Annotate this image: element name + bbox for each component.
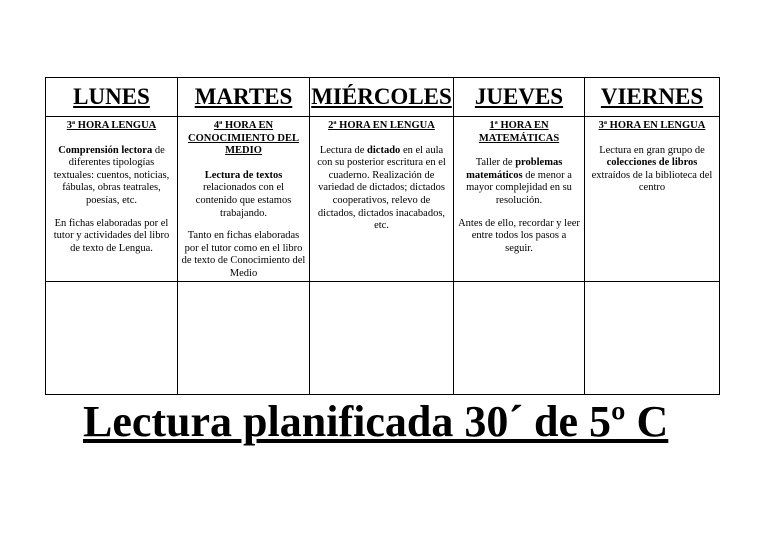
jueves-heading: 1ª HORA EN MATEMÁTICAS xyxy=(478,120,560,144)
empty-cell xyxy=(46,281,178,394)
cell-jueves xyxy=(454,117,585,282)
empty-cell xyxy=(585,281,720,394)
martes-description: Lectura de textos relacionados con el contenido que estamos trabajando. xyxy=(195,169,292,219)
empty-cell xyxy=(178,281,310,394)
page-title: Lectura planificada 30´ de 5º C xyxy=(83,397,669,446)
days-header-row xyxy=(46,78,720,117)
viernes-description: Lectura en gran grupo de colecciones de libros extraídos de la biblioteca del centro xyxy=(591,144,713,194)
day-header-martes: MARTES xyxy=(178,78,310,117)
jueves-description: Taller de problemas matemáticos de menor a mayor complejidad en su resolución. xyxy=(466,157,572,206)
viernes-heading: 3ª HORA EN LENGUA xyxy=(598,120,706,131)
lunes-description: Comprensión lectora de diferentes tipologías textuales: cuentos, noticias, fábulas, obras teatrales, poesías, etc. xyxy=(53,144,170,206)
miercoles-heading: 2ª HORA EN LENGUA xyxy=(328,120,435,131)
activities-row xyxy=(46,117,720,282)
cell-martes xyxy=(178,117,310,282)
cell-miercoles xyxy=(310,117,454,282)
day-header-viernes: VIERNES xyxy=(585,78,720,117)
martes-heading: 4ª HORA EN CONOCIMIENTO DEL MEDIO xyxy=(188,120,299,157)
lunes-note: En fichas elaboradas por el tutor y actividades del libro de texto de Lengua. xyxy=(53,217,170,254)
empty-row xyxy=(46,281,720,394)
day-header-jueves: JUEVES xyxy=(454,78,585,117)
empty-cell xyxy=(454,281,585,394)
empty-cell xyxy=(310,281,454,394)
day-header-lunes: LUNES xyxy=(46,78,178,117)
weekly-reading-schedule xyxy=(45,77,720,395)
jueves-note: Antes de ello, recordar y leer entre todos los pasos a seguir. xyxy=(458,217,580,254)
miercoles-description: Lectura de dictado en el aula con su posterior escritura en el cuaderno. Realización de variedad de dictados; dictados cooperativos, relevo de dictados, dictados inacabados, etc. xyxy=(317,144,446,232)
lunes-heading: 3ª HORA LENGUA xyxy=(66,120,157,131)
cell-lunes xyxy=(46,117,178,282)
day-header-miercoles: MIÉRCOLES xyxy=(310,78,454,117)
cell-viernes xyxy=(585,117,720,282)
martes-note: Tanto en fichas elaboradas por el tutor como en el libro de texto de Conocimiento del Medio xyxy=(181,230,306,279)
